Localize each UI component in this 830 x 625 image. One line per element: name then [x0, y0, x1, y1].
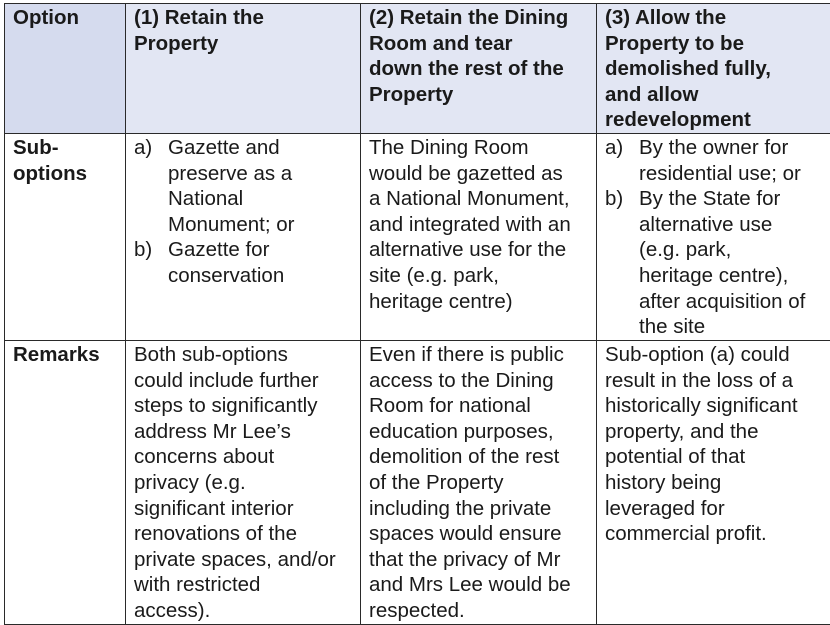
- remarks-col-2: Even if there is public access to the Dining Room for national education purposes, demolition of the rest of the Property including the private spaces would ensure that the privacy of Mr and Mrs Lee would be respected.: [361, 340, 597, 624]
- remarks-col-1: Both sub-options could include further steps to significantly address Mr Lee’s concerns about privacy (e.g. significant interior renovations of the private spaces, and/or with restricted access).: [126, 340, 361, 624]
- header-row: [5, 4, 830, 134]
- suboption-list: [134, 135, 354, 289]
- suboption-list: [605, 135, 824, 340]
- header-col-3: (3) Allow the Property to be demolished fully, and allow redevelopment: [597, 4, 830, 134]
- header-col-1: (1) Retain the Property: [126, 4, 361, 134]
- header-col-2: (2) Retain the Dining Room and tear down the rest of the Property: [361, 4, 597, 134]
- suboptions-col-1: [126, 133, 361, 340]
- options-table: [4, 3, 830, 625]
- list-item: a) Gazette and preserve as a National Monument; or: [134, 135, 354, 237]
- remarks-label: Remarks: [5, 340, 126, 624]
- header-option: Option: [5, 4, 126, 134]
- suboptions-label: Sub- options: [5, 133, 126, 340]
- list-item: a) By the owner for residential use; or: [605, 135, 824, 186]
- suboptions-row: [5, 133, 830, 340]
- list-item: b) By the State for alternative use (e.g. park, heritage centre), after acquisition of the site: [605, 186, 824, 340]
- suboptions-col-3: [597, 133, 830, 340]
- list-item: b) Gazette for conservation: [134, 237, 354, 288]
- suboptions-col-2: The Dining Room would be gazetted as a National Monument, and integrated with an alternative use for the site (e.g. park, heritage centre): [361, 133, 597, 340]
- remarks-row: [5, 340, 830, 624]
- remarks-col-3: Sub-option (a) could result in the loss of a historically significant property, and the potential of that history being leveraged for commercial profit.: [597, 340, 830, 624]
